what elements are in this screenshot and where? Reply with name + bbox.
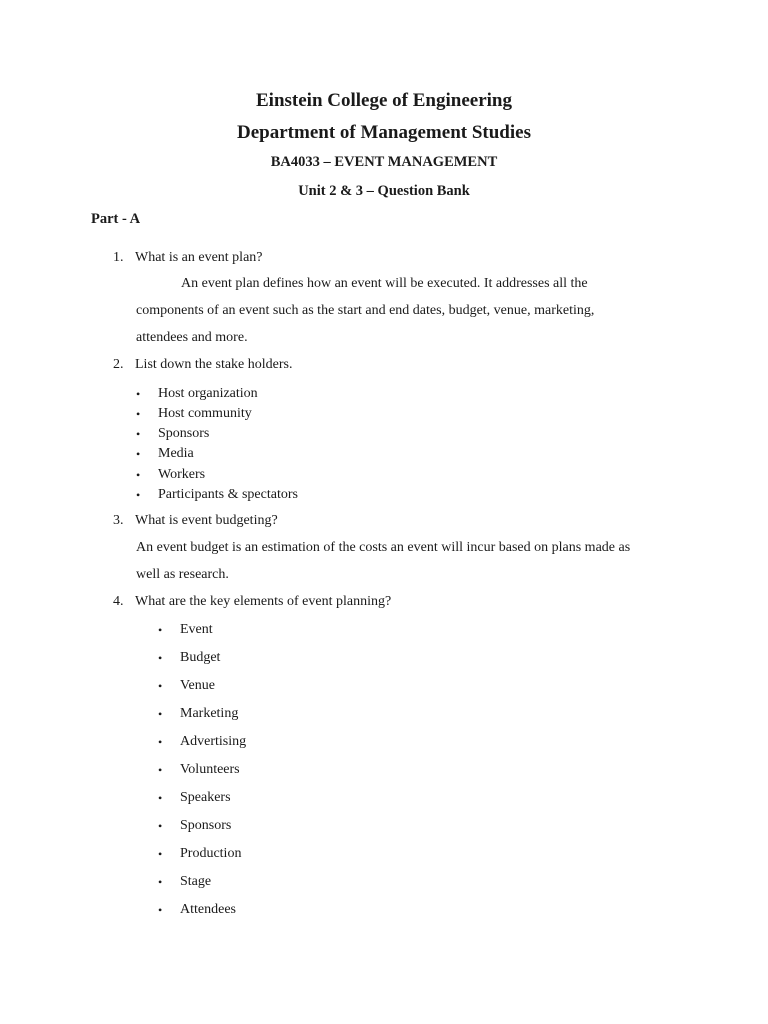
list-item-text: Attendees [180, 902, 236, 917]
list-item-text: Speakers [180, 790, 231, 805]
question-text: What is event budgeting? [135, 513, 278, 528]
list-item-text: Media [158, 446, 194, 461]
question-number: 4. [113, 594, 124, 609]
answer-line: An event budget is an estimation of the costs an event will incur based on plans made as [136, 540, 631, 555]
list-item-text: Budget [180, 650, 221, 665]
question-text: What are the key elements of event planning? [135, 594, 392, 609]
list-item-text: Advertising [180, 734, 247, 749]
bullet-icon: • [136, 407, 141, 421]
list-item-text: Host community [158, 406, 252, 421]
question-number: 2. [113, 357, 124, 372]
list-item-text: Sponsors [158, 426, 210, 441]
list-item-text: Participants & spectators [158, 487, 298, 502]
question-number: 3. [113, 513, 124, 528]
question-4 [113, 594, 391, 610]
list-item-text: Stage [180, 874, 212, 889]
bullet-icon: • [158, 707, 163, 721]
bullet-icon: • [158, 791, 163, 805]
list-item-text: Production [180, 846, 242, 861]
answer-line: components of an event such as the start and end dates, budget, venue, marketing, [136, 303, 595, 318]
list-item-text: Venue [180, 678, 215, 693]
bullet-icon: • [136, 488, 141, 502]
bullet-icon: • [158, 651, 163, 665]
list-item-text: Volunteers [180, 762, 240, 777]
bullet-icon: • [136, 468, 141, 482]
bullet-icon: • [158, 623, 163, 637]
bullet-icon: • [158, 819, 163, 833]
question-text: What is an event plan? [135, 250, 263, 265]
list-item-text: Event [180, 622, 213, 637]
bullet-icon: • [158, 847, 163, 861]
bullet-icon: • [136, 387, 141, 401]
question-2 [113, 357, 292, 373]
course-title: BA4033 – EVENT MANAGEMENT [270, 154, 498, 170]
list-item-text: Marketing [180, 706, 239, 721]
list-item-text: Sponsors [180, 818, 232, 833]
bullet-icon: • [158, 735, 163, 749]
answer-line: attendees and more. [136, 330, 248, 345]
bullet-icon: • [158, 903, 163, 917]
question-number: 1. [113, 250, 124, 265]
bullet-icon: • [136, 427, 141, 441]
list-item-text: Host organization [158, 386, 258, 401]
department-title: Department of Management Studies [237, 122, 531, 143]
bullet-icon: • [158, 875, 163, 889]
part-label: Part - A [91, 211, 141, 227]
college-title: Einstein College of Engineering [256, 90, 512, 111]
unit-title: Unit 2 & 3 – Question Bank [298, 183, 470, 199]
bullet-icon: • [158, 763, 163, 777]
bullet-icon: • [158, 679, 163, 693]
question-3 [113, 513, 278, 529]
list-item-text: Workers [158, 467, 206, 482]
answer-line: An event plan defines how an event will be executed. It addresses all the [181, 276, 588, 291]
question-1 [113, 250, 263, 266]
question-text: List down the stake holders. [135, 357, 293, 372]
bullet-icon: • [136, 447, 141, 461]
answer-line: well as research. [136, 567, 229, 582]
